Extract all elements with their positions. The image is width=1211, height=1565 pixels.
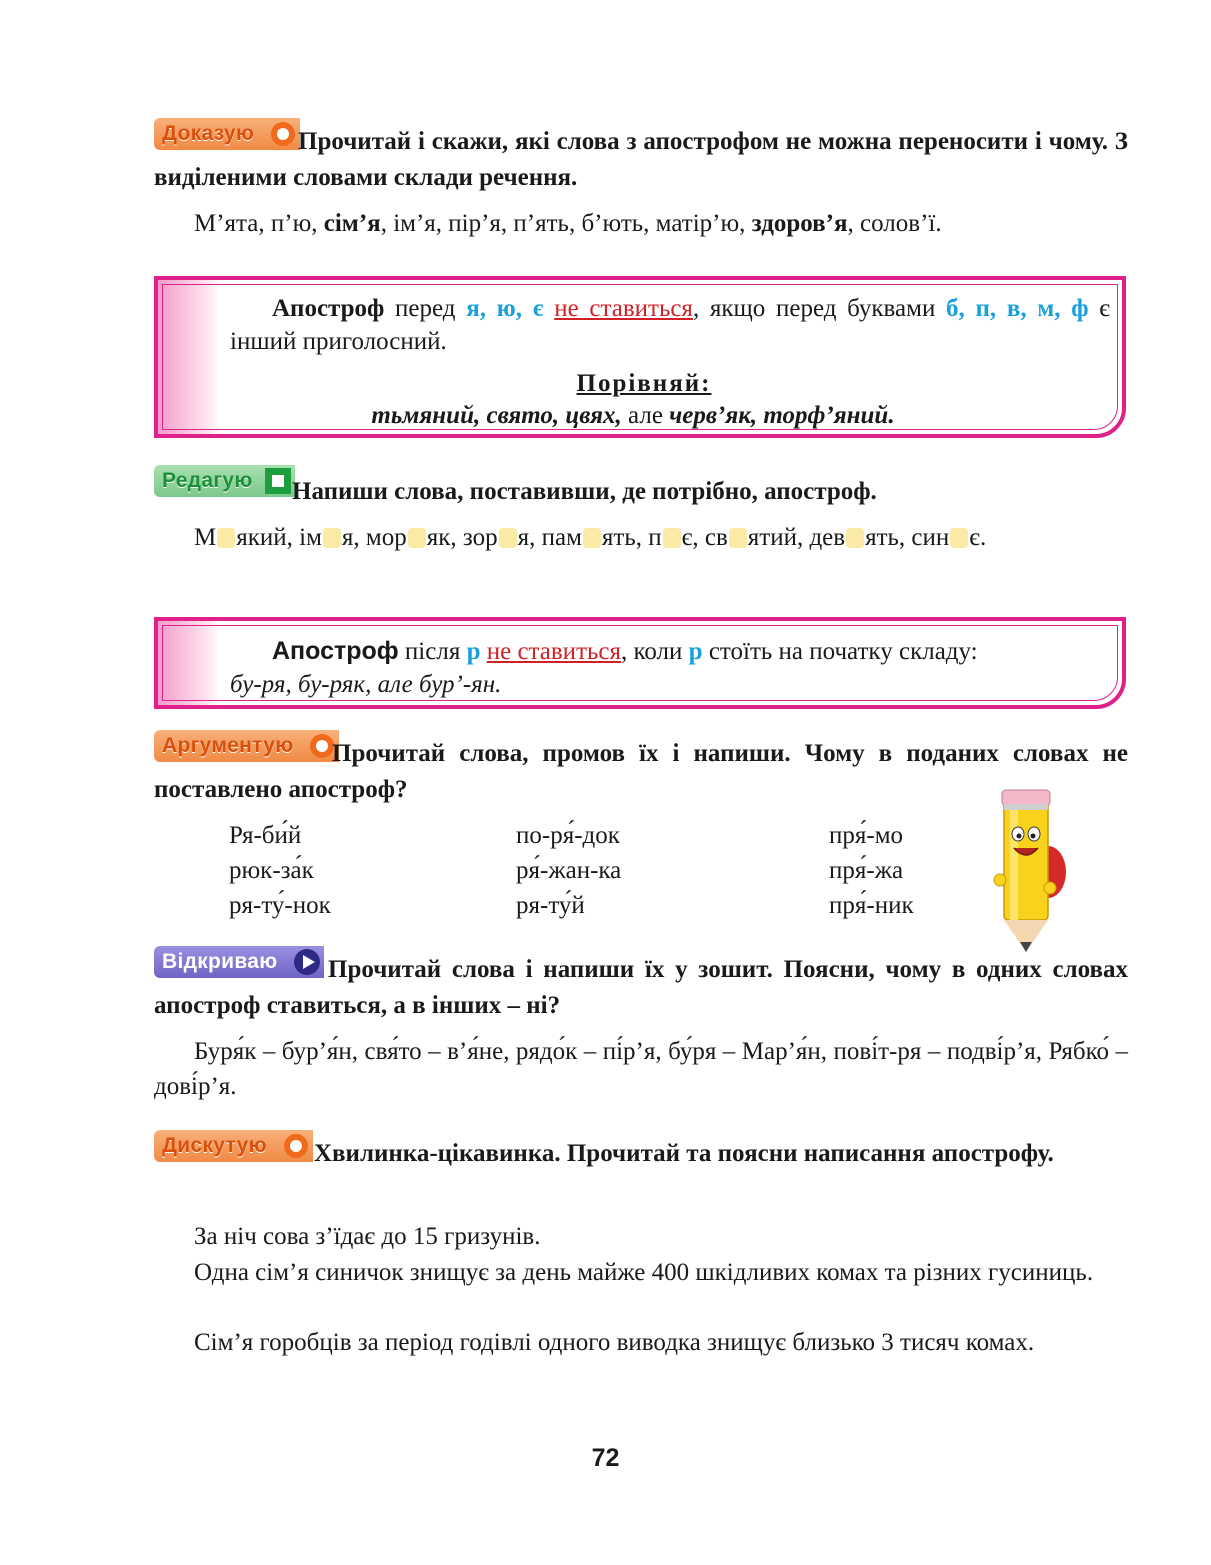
word-part: я, мор [341, 524, 407, 551]
blank-slot[interactable] [408, 528, 426, 548]
exercise-2-words [154, 520, 1128, 556]
rule-example: бу-ря, бу-ряк, але бур’-ян. [230, 671, 502, 698]
words-column-1 [229, 818, 331, 923]
badge-label: Відкриваю [162, 950, 278, 973]
badge-label: Редагую [162, 469, 253, 492]
rule-highlight: не ставиться [486, 638, 621, 665]
words-column-3 [829, 818, 914, 923]
blank-slot[interactable] [499, 528, 517, 548]
syllable-word: Ря-би́й [229, 822, 302, 849]
word-part: М [194, 524, 217, 551]
compare-bold: черв’як, торф’яний. [669, 402, 895, 429]
rule-letters: я, ю, є [466, 295, 544, 322]
blank-slot[interactable] [846, 528, 864, 548]
word-bold: сім’я [323, 210, 381, 237]
exercise-1-task: Прочитай і скажи, які слова з апострофом не можна переносити і чому. З виділеними словами склади речення. [154, 128, 1128, 191]
word-bold: здоров’я [751, 210, 848, 237]
rule-letters: ф [1071, 295, 1089, 322]
word-part: я, пам [517, 524, 582, 551]
compare-heading: Порівняй: [576, 370, 712, 397]
word-part: є, св [681, 524, 728, 551]
rule-text: , якщо перед буквами [692, 295, 947, 322]
rule-text: , коли [621, 638, 689, 665]
page-number: 72 [591, 1444, 620, 1472]
exercise-1-words [154, 206, 1128, 242]
word-part: як, зор [426, 524, 498, 551]
badge-label: Аргументую [162, 734, 294, 757]
blank-slot[interactable] [583, 528, 601, 548]
word-text: , ім’я, пір’я, п’ять, б’ють, матір’ю, [380, 210, 752, 237]
blank-slot[interactable] [323, 528, 341, 548]
syllable-word: пря́-мо [829, 822, 904, 849]
blank-slot[interactable] [663, 528, 681, 548]
rule-letters: б, п, в, м, [946, 295, 1061, 322]
word-part: ятий, дев [747, 524, 846, 551]
rule-1-text [230, 292, 1110, 358]
rule-text: є інший приголосний. [230, 295, 1110, 355]
word-part: ять, п [601, 524, 662, 551]
syllable-word: рюк-за́к [229, 857, 314, 884]
rule-term: Апостроф [272, 295, 385, 322]
badge-label: Дискутую [162, 1134, 267, 1157]
exercise-5-task: Хвилинка-цікавинка. Прочитай та поясни написання апострофу. [314, 1140, 1054, 1167]
words-column-2 [516, 818, 621, 923]
syllable-word: ря-ту́й [516, 892, 585, 919]
syllable-word: пря́-жа [829, 857, 904, 884]
exercise-5-paragraph-1: За ніч сова з’їдає до 15 гризунів. [194, 1223, 541, 1250]
compare-text: але [621, 402, 670, 429]
compare-examples [158, 402, 1108, 430]
word-text: М’ята, п’ю, [194, 210, 324, 237]
blank-slot[interactable] [729, 528, 747, 548]
pencil-mascot-icon [990, 780, 1074, 956]
exercise-5-paragraph-2: Одна сім’я синичок знищує за день майже 400 шкідливих комах та різних гусиниць. [194, 1259, 1094, 1286]
word-part: ять, син [865, 524, 950, 551]
exercise-4-task: Прочитай слова і напиши їх у зошит. Поясни, чому в одних словах апостроф ставиться, а в інших – ні? [154, 956, 1128, 1019]
blank-slot[interactable] [217, 528, 235, 548]
blank-slot[interactable] [950, 528, 968, 548]
syllable-word: по-ря́-док [516, 822, 620, 849]
compare-bold: тьмяний, свято, цвях, [371, 402, 622, 429]
rule-box-1 [154, 276, 1126, 438]
word-text: , солов’ї. [847, 210, 942, 237]
syllable-word: ря-ту́-нок [229, 892, 331, 919]
rule-term: Апостроф [272, 637, 399, 665]
rule-text: перед [384, 295, 467, 322]
word-part: є. [969, 524, 987, 551]
badge-redaguyu [154, 465, 295, 497]
exercise-4-words: Буря́к – бур’я́н, свя́то – в’я́не, рядо́к – пі́р’я, бу́ря – Мар’я́н, пові́т-ря – подві́р’я, Рябко́ – дові́р’я. [154, 1038, 1128, 1100]
rule-text: стоїть на початку складу: [702, 638, 978, 665]
rule-letters: р [466, 638, 481, 665]
exercise-3-task: Прочитай слова, промов їх і напиши. Чому в поданих словах не поставлено апостроф? [154, 740, 1128, 803]
rule-letters: р [688, 638, 703, 665]
exercise-5-paragraph-3: Сім’я горобців за період годівлі одного виводка знищує близько 3 тисяч комах. [194, 1329, 1035, 1356]
square-icon [263, 466, 293, 496]
badge-label: Доказую [162, 122, 255, 145]
rule-box-2 [154, 617, 1126, 709]
rule-2-text [230, 635, 1110, 701]
rule-highlight: не ставиться [554, 295, 693, 322]
syllable-word: ря́-жан-ка [516, 857, 622, 884]
syllable-word: пря́-ник [829, 892, 914, 919]
rule-text: після [398, 638, 467, 665]
exercise-2-task: Напиши слова, поставивши, де потрібно, апостроф. [292, 478, 877, 505]
word-part: який, ім [236, 524, 322, 551]
